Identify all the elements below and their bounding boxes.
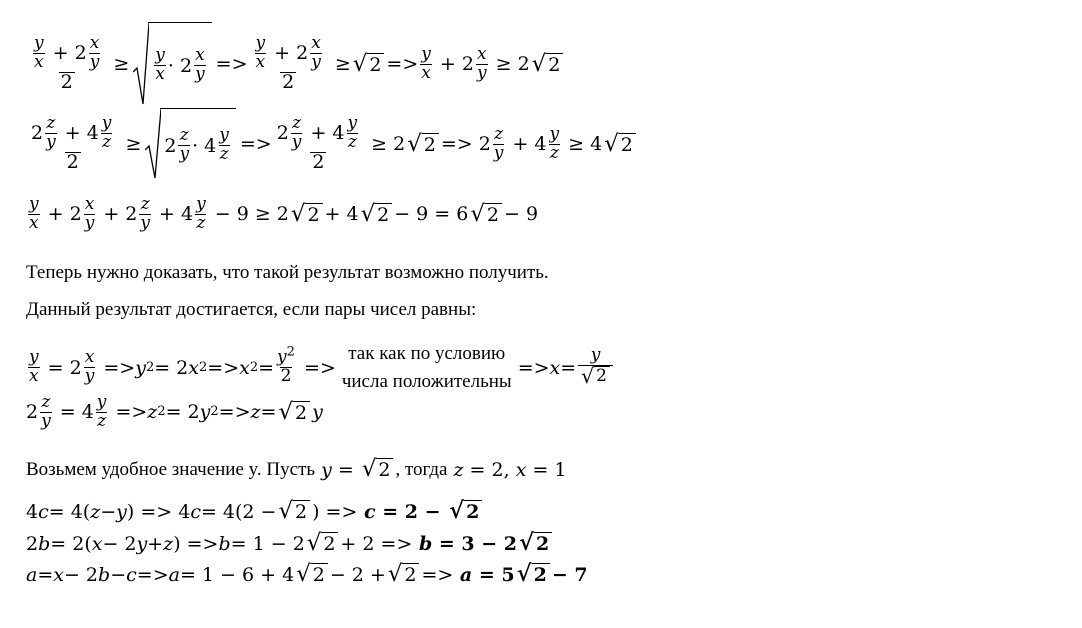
inequality-line-1: $\frac{y}{x}$ + 2 $\frac{x}{y}$ 2 ≥ $\frac{y}{x}$ · 2 $\frac{x}{y}$ => $\frac{y}{x}$ + 2 $\frac{x}{y}$ 2 ≥ √ 2 => $\frac{y}{x}$ + 2 $\frac{x}{y}$ ≥ 2 √ 2 — [26, 22, 565, 106]
take-value-text: Возьмем удобное значение y. Пусть — [26, 458, 316, 480]
inequality-line-3: $\frac{y}{x}$ + 2 $\frac{x}{y}$ + 2 $\frac{z}{y}$ + 4 $\frac{y}{z}$ − 9 ≥ 2 √ 2 + 4 √ 2 − 9 = 6 √ 2 − 9 — [29, 194, 539, 233]
sqrt-symbol: $\frac{y}{x}$ · 2 $\frac{x}{y}$ — [133, 22, 211, 106]
c-line: 4 c = 4( z − y ) => 4 c = 4(2 − √ 2 ) => c = 2 − √ 2 — [26, 500, 484, 523]
a-line: a = x − 2 b − c => a = 1 − 6 + 4 √ 2 − 2 + √ 2 => a = 5 √ 2 − 7 — [26, 561, 588, 588]
equality-line-2: 2 $\frac{z}{y}$ = 4 $\frac{y}{z}$ => z 2 = 2 y 2 => z = √ 2 y — [26, 392, 323, 431]
condition-line-1: так как по условию — [348, 343, 506, 364]
sqrt-symbol: 2 $\frac{z}{y}$ · 4 $\frac{y}{z}$ — [145, 108, 235, 180]
condition-line-2: числа положительны — [341, 370, 512, 392]
condition-note — [342, 340, 512, 395]
take-value-line: Возьмем удобное значение y. Пусть y = √ 2 , тогда z = 2, x = 1 — [26, 456, 567, 483]
take-value-then: , тогда — [395, 458, 448, 480]
b-line: 2 b = 2( x − 2 y + z ) => b = 1 − 2 √ 2 + 2 => b = 3 − 2 √ 2 — [26, 532, 554, 555]
fraction: $\frac{y}{x}$ + 2 $\frac{x}{y}$ 2 — [34, 33, 100, 93]
equality-line-1: $\frac{y}{x}$ = 2 $\frac{x}{y}$ => y 2 = 2 x 2 => x 2 = $\frac{y^2}{2}$ => так как по условию числа положительны => x = y √ 2 — [26, 340, 615, 395]
inequality-line-2: 2 $\frac{z}{y}$ + 4 $\frac{y}{z}$ 2 ≥ 2 $\frac{z}{y}$ · 4 $\frac{y}{z}$ => 2 $\frac{z}{y}$ + 4 $\frac{y}{z}$ 2 ≥ 2 √ 2 => 2 $\frac{z}{y}$ + 4 $\frac{y}{z}$ ≥ 4 √ 2 — [26, 108, 638, 180]
text-paragraph: Данный результат достигается, если пары чисел равны: — [26, 299, 477, 320]
text-paragraph: Теперь нужно доказать, что такой результат возможно получить. — [26, 262, 549, 283]
